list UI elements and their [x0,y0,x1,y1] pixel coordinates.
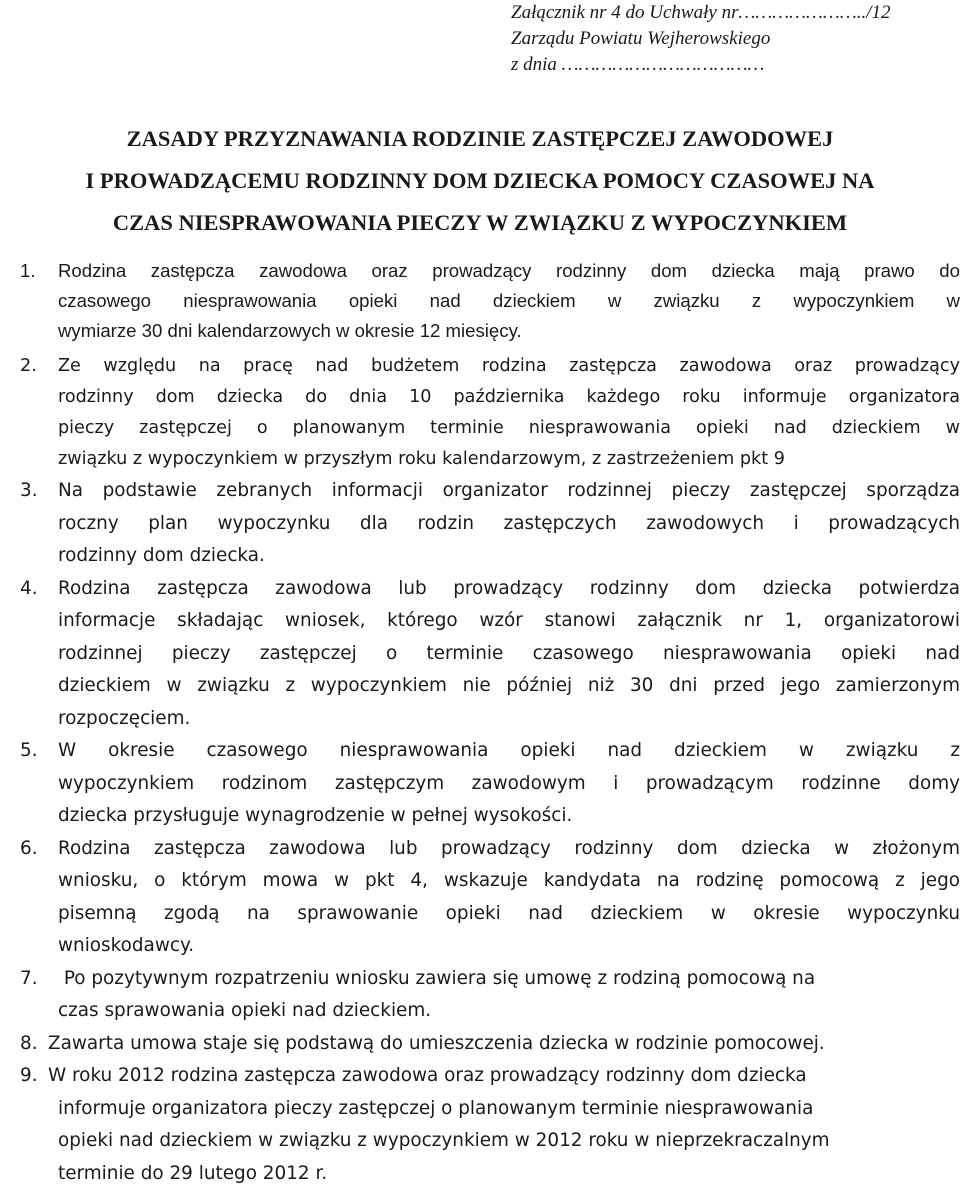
rule-text-line: pisemną zgodą na sprawowanie opieki nad dzieckiem w okresie wypoczynku [58,898,960,931]
rule-item [20,573,960,736]
rule-number: 2. [20,351,37,382]
rule-text [58,833,960,963]
rule-text-line: Na podstawie zebranych informacji organizator rodzinnej pieczy zastępczej sporządza [58,475,960,508]
rule-item [20,735,960,833]
rule-number: 5. [20,735,38,768]
rule-text-line: informacje składając wniosek, którego wzór stanowi załącznik nr 1, organizatorowi [58,605,960,638]
rule-text-line: rodzinny dom dziecka do dnia 10 października każdego roku informuje organizatora [58,382,960,413]
rule-item [20,475,960,573]
rule-item [20,963,960,1028]
rule-text-line: wniosku, o którym mowa w pkt 4, wskazuje kandydata na rodzinę pomocową z jego [58,865,960,898]
rule-number: 1. [20,256,36,286]
rule-number: 9. [20,1060,38,1093]
rule-text [58,475,960,573]
document-title-line: ZASADY PRZYZNAWANIA RODZINIE ZASTĘPCZEJ ZAWODOWEJ [0,118,960,160]
rule-item [20,1028,960,1061]
rule-text-line: dzieckiem w związku z wypoczynkiem nie później niż 30 dni przed jego zamierzonym [58,670,960,703]
rule-text-line: wnioskodawcy. [58,930,960,963]
attachment-header [511,0,951,78]
document-title-line: CZAS NIESPRAWOWANIA PIECZY W ZWIĄZKU Z WYPOCZYNKIEM [0,202,960,244]
rule-text [58,1028,960,1061]
rule-text [58,573,960,736]
rule-text-line: roczny plan wypoczynku dla rodzin zastępczych zawodowych i prowadzących [58,508,960,541]
rule-text-line: Zawarta umowa staje się podstawą do umieszczenia dziecka w rodzinie pomocowej. [48,1028,960,1061]
rule-text-line: rodzinnej pieczy zastępczej o terminie czasowego niesprawowania opieki nad [58,638,960,671]
document-title-line: I PROWADZĄCEMU RODZINNY DOM DZIECKA POMOCY CZASOWEJ NA [0,160,960,202]
rule-text-line: dziecka przysługuje wynagrodzenie w pełnej wysokości. [58,800,960,833]
rule-text [58,735,960,833]
rule-item [20,1060,960,1190]
rule-item [20,351,960,475]
rule-text-line: wymiarze 30 dni kalendarzowych w okresie 12 miesięcy. [58,316,960,346]
rule-text-line: pieczy zastępczej o planowanym terminie niesprawowania opieki nad dzieckiem w [58,413,960,444]
rule-text-line: wypoczynkiem rodzinom zastępczym zawodowym i prowadzącym rodzinne domy [58,768,960,801]
attachment-header-line: Załącznik nr 4 do Uchwały nr…………………../12 [511,0,951,26]
rule-number: 8. [20,1028,38,1061]
rule-text-line: czasowego niesprawowania opieki nad dzieckiem w związku z wypoczynkiem w [58,286,960,316]
rule-text-line: Ze względu na pracę nad budżetem rodzina zastępcza zawodowa oraz prowadzący [58,351,960,382]
attachment-header-line: Zarządu Powiatu Wejherowskiego [511,26,951,52]
rule-text [58,963,960,1028]
rule-text [58,256,960,346]
rules-list [20,256,960,1190]
rule-number: 7. [20,963,38,996]
rule-number: 6. [20,833,38,866]
rule-text-line: rozpoczęciem. [58,703,960,736]
rule-text-line: Po pozytywnym rozpatrzeniu wniosku zawiera się umowę z rodziną pomocową na [58,963,960,996]
rule-text-line: terminie do 29 lutego 2012 r. [58,1158,960,1190]
rule-number: 4. [20,573,38,606]
rule-text-line: Rodzina zastępcza zawodowa lub prowadzący rodzinny dom dziecka w złożonym [58,833,960,866]
rule-text-line: Rodzina zastępcza zawodowa lub prowadzący rodzinny dom dziecka potwierdza [58,573,960,606]
document-title [0,118,960,244]
rule-item [20,256,960,346]
rule-text-line: rodzinny dom dziecka. [58,540,960,573]
rule-text-line: czas sprawowania opieki nad dzieckiem. [58,995,960,1028]
rule-text-line: W okresie czasowego niesprawowania opieki nad dzieckiem w związku z [58,735,960,768]
rule-number: 3. [20,475,38,508]
rule-text [58,351,960,475]
rule-text [58,1060,960,1190]
rule-text-line: W roku 2012 rodzina zastępcza zawodowa oraz prowadzący rodzinny dom dziecka [48,1060,960,1093]
rule-text-line: Rodzina zastępcza zawodowa oraz prowadzący rodzinny dom dziecka mają prawo do [58,256,960,286]
rule-text-line: związku z wypoczynkiem w przyszłym roku kalendarzowym, z zastrzeżeniem pkt 9 [58,444,960,475]
rule-item [20,833,960,963]
rule-text-line: informuje organizatora pieczy zastępczej o planowanym terminie niesprawowania [58,1093,960,1126]
attachment-header-line: z dnia ……………………………… [511,52,951,78]
rule-text-line: opieki nad dzieckiem w związku z wypoczynkiem w 2012 roku w nieprzekraczalnym [58,1125,960,1158]
